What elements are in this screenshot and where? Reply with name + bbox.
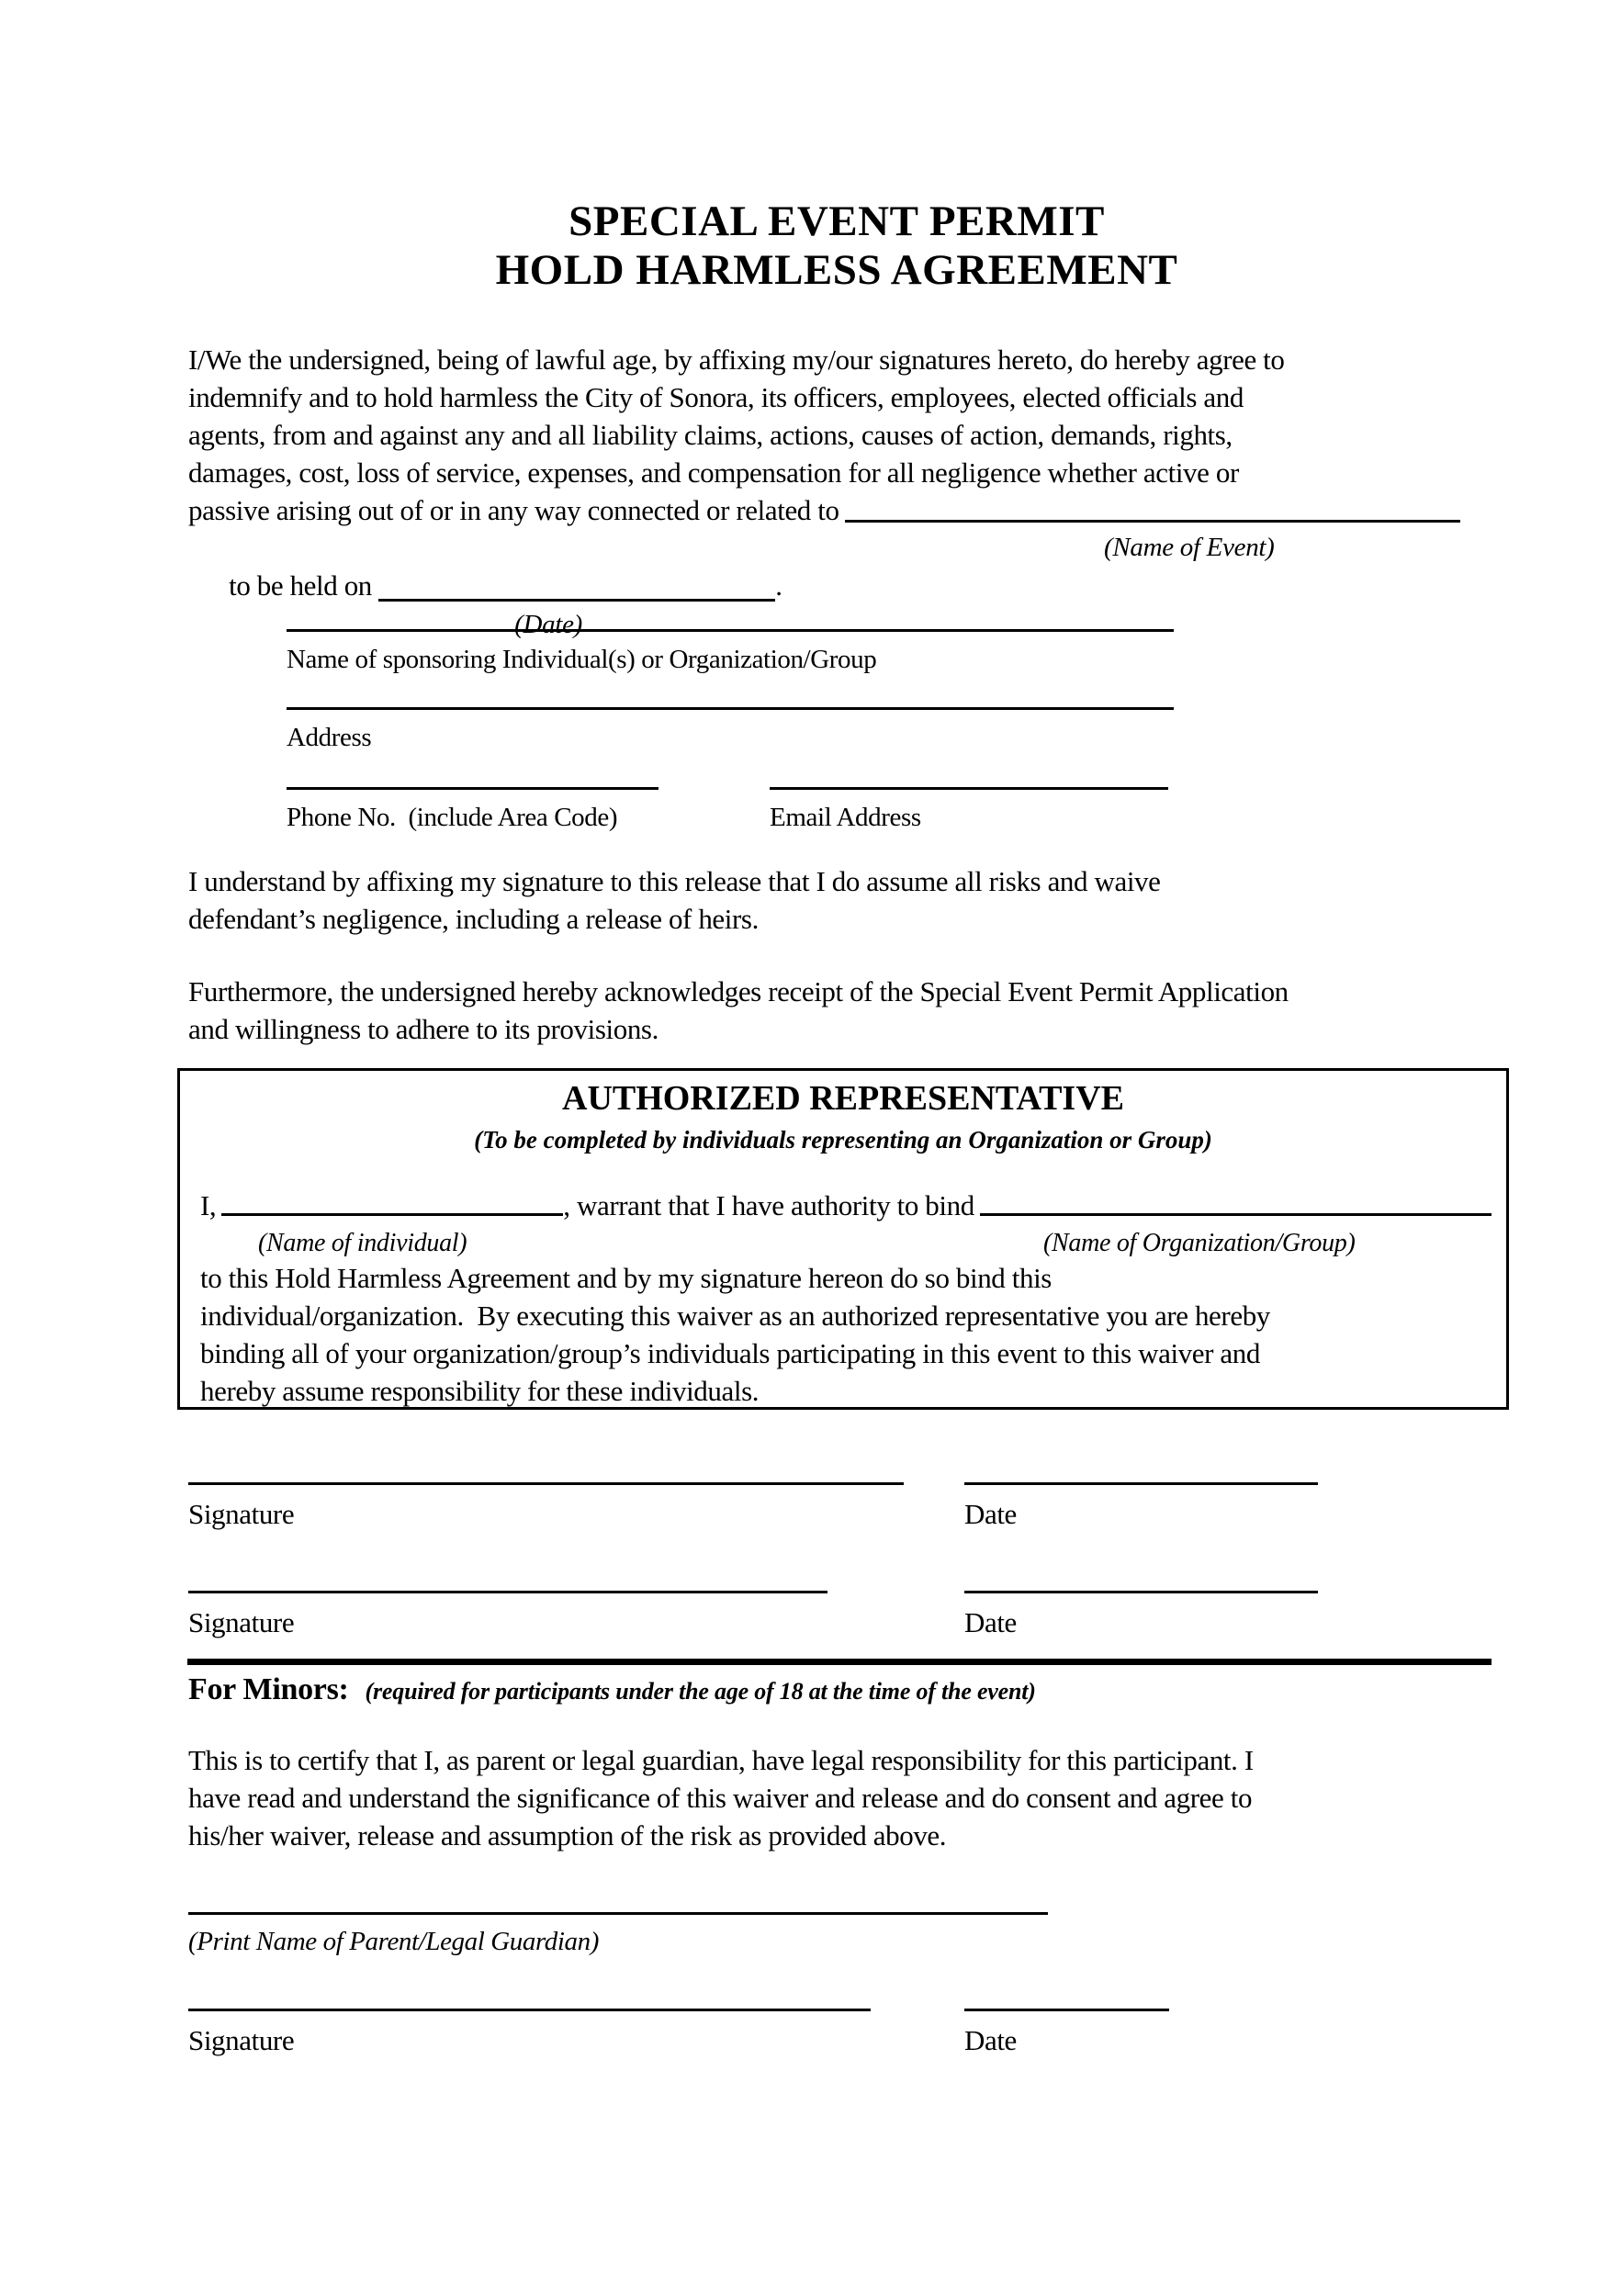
text-line: This is to certify that I, as parent or legal guardian, have legal responsibility for this participant. I [188, 1744, 1254, 1776]
signature-line-2 [188, 1591, 827, 1593]
signature-row-1 [188, 1482, 1474, 1547]
text-line: damages, cost, loss of service, expenses, and compensation for all negligence whether active or [188, 456, 1239, 489]
authorized-representative-body [200, 1259, 1486, 1410]
warrant-i-prefix: I, [200, 1189, 217, 1221]
rep-name-blank-line [221, 1186, 563, 1216]
print-name-label: (Print Name of Parent/Legal Guardian) [188, 1927, 600, 1956]
text-line: and willingness to adhere to its provisions. [188, 1013, 659, 1045]
text-line: binding all of your organization/group’s individuals participating in this event to this waiver and [200, 1337, 1260, 1369]
email-label: Email Address [770, 803, 921, 832]
signature-label-1: Signature [188, 1498, 295, 1530]
signature-row-2 [188, 1591, 1474, 1655]
name-of-event-label: (Name of Event) [1104, 533, 1275, 562]
signature-label-2: Signature [188, 1606, 295, 1638]
authorized-representative-subtitle: (To be completed by individuals representing an Organization or Group) [474, 1126, 1212, 1154]
print-name-line [188, 1912, 1048, 1915]
for-minors-heading [188, 1672, 1492, 1707]
name-of-individual-label: (Name of individual) [258, 1229, 467, 1257]
print-name-field [188, 1912, 1474, 1967]
title-line-1: SPECIAL EVENT PERMIT [568, 197, 1105, 245]
text-line: his/her waiver, release and assumption of the risk as provided above. [188, 1819, 947, 1851]
sponsor-name-line [287, 629, 1174, 632]
for-minors-colon: : [338, 1672, 349, 1706]
minors-signature-label: Signature [188, 2024, 295, 2056]
date-line-2 [964, 1591, 1318, 1593]
held-on-line [188, 529, 1460, 602]
document-title [188, 197, 1485, 295]
sponsor-name-label: Name of sponsoring Individual(s) or Organization/Group [287, 645, 877, 674]
text-line: I understand by affixing my signature to this release that I do assume all risks and waive [188, 865, 1161, 897]
authorized-representative-box [177, 1068, 1509, 1410]
text-line: have read and understand the significance of this waiver and release and do consent and agree to [188, 1782, 1253, 1814]
date-line-1 [964, 1482, 1318, 1485]
acknowledgement-paragraph [188, 862, 1474, 938]
date-hint-line [188, 567, 1460, 639]
text-line: hereby assume responsibility for these individuals. [200, 1375, 760, 1407]
phone-line [287, 787, 659, 790]
minors-date-label: Date [964, 2024, 1017, 2056]
name-of-organization-label: (Name of Organization/Group) [1043, 1229, 1356, 1257]
minors-signature-row [188, 2009, 1474, 2073]
warrant-line [200, 1185, 1492, 1222]
related-to-text: passive arising out of or in any way connected or related to [188, 494, 839, 526]
minors-date-line [964, 2009, 1169, 2011]
minors-paragraph [188, 1741, 1474, 1854]
minors-signature-line [188, 2009, 871, 2011]
text-line: indemnify and to hold harmless the City of Sonora, its officers, employees, elected officials and [188, 381, 1244, 413]
date-label-1: Date [964, 1498, 1017, 1530]
event-name-blank-line [845, 492, 1460, 523]
text-line: to this Hold Harmless Agreement and by my signature hereon do so bind this [200, 1262, 1052, 1294]
text-line: Furthermore, the undersigned hereby acknowledges receipt of the Special Event Permit Application [188, 975, 1289, 1007]
text-line: agents, from and against any and all liability claims, actions, causes of action, demands, rights, [188, 419, 1233, 451]
sponsor-fields [287, 629, 1177, 840]
text-line: I/We the undersigned, being of lawful age, by affixing my/our signatures hereto, do hereby agree to [188, 343, 1285, 376]
furthermore-paragraph [188, 973, 1474, 1048]
phone-label: Phone No. (include Area Code) [287, 803, 618, 832]
email-line [770, 787, 1168, 790]
for-minors-note: (required for participants under the age of 18 at the time of the event) [365, 1678, 1036, 1705]
intro-paragraph [188, 341, 1460, 639]
related-to-line [188, 491, 1460, 529]
date-label: (Date) [514, 610, 582, 639]
intro-paragraph-lines [188, 341, 1460, 491]
text-line: individual/organization. By executing this waiver as an authorized representative you are hereby [200, 1300, 1270, 1332]
rep-org-blank-line [980, 1186, 1492, 1216]
minors-section-divider [187, 1659, 1492, 1665]
address-label: Address [287, 723, 372, 752]
held-on-period: . [775, 569, 782, 602]
warrant-text: , warrant that I have authority to bind [563, 1189, 974, 1221]
signature-line-1 [188, 1482, 904, 1485]
title-line-2: HOLD HARMLESS AGREEMENT [495, 246, 1178, 294]
text-line: defendant’s negligence, including a release of heirs. [188, 903, 759, 935]
held-on-text: to be held on [229, 569, 379, 602]
address-line [287, 707, 1174, 710]
authorized-representative-title: AUTHORIZED REPRESENTATIVE [562, 1079, 1124, 1118]
date-label-2: Date [964, 1606, 1017, 1638]
for-minors-title: For Minors [188, 1672, 339, 1706]
